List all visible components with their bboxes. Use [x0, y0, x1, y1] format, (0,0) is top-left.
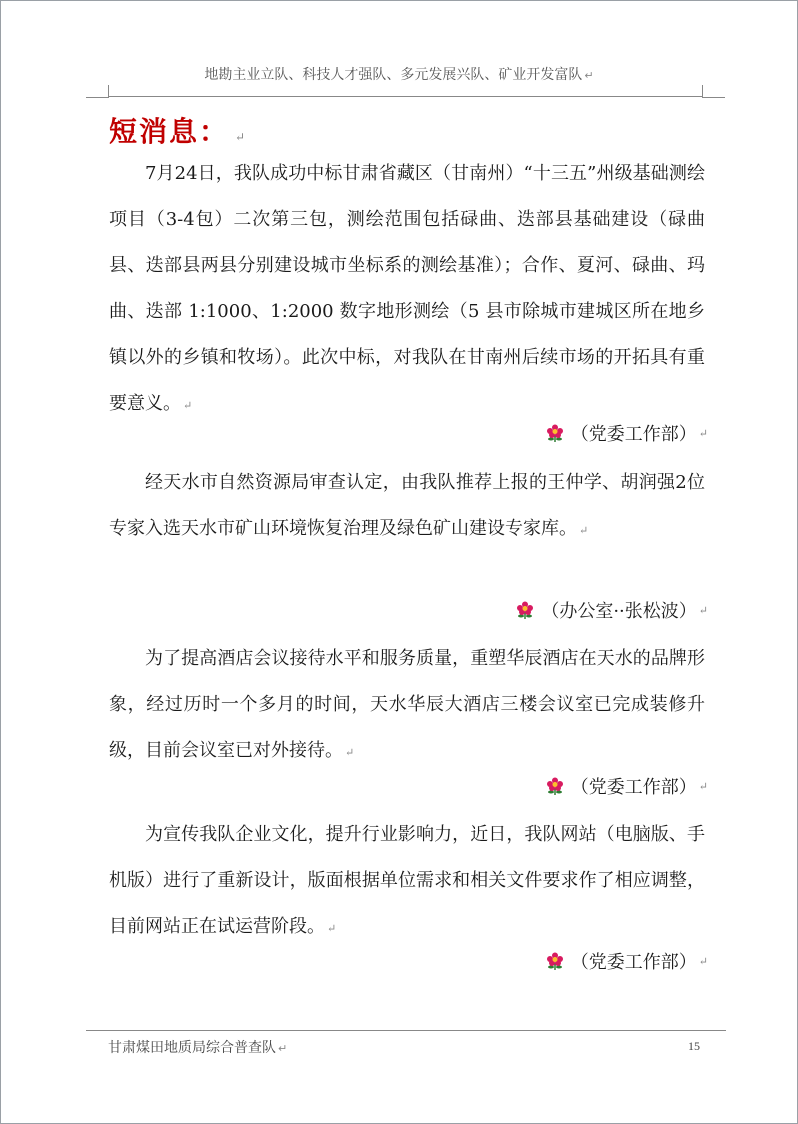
header-corner-left [86, 85, 109, 98]
flower-icon [545, 776, 565, 796]
header-rule [108, 96, 702, 97]
footer-organization: 甘肃煤田地质局综合普查队 ↵ [108, 1040, 288, 1056]
news-paragraph-2: 经天水市自然资源局审查认定，由我队推荐上报的王仲学、胡润强2位专家入选天水市矿山环境恢复治理及绿色矿山建设专家库。 ↵ [109, 472, 705, 539]
flower-icon [515, 600, 535, 620]
news-signature-3: （党委工作部） ↵ [545, 773, 708, 799]
flower-icon [545, 423, 565, 443]
page-number: 15 [688, 1039, 700, 1053]
page-title: 短消息： ↵ [109, 115, 248, 148]
news-paragraph-1: 7月24日，我队成功中标甘肃省藏区（甘南州）“十三五”州级基础测绘项目（3-4包）二次第三包，测绘范围包括碌曲、迭部县基础建设（碌曲县、迭部县两县分别建设城市坐标系的测绘基准）；合作、夏河、碌曲、玛曲、迭部 1:1000、1:2000 数字地形测绘（5 县市除城市建城区所在地乡镇以外的乡镇和牧场）。此次中标，对我队在甘南州后续市场的开拓具有重要意义。 ↵ [109, 163, 705, 414]
news-signature-2: （办公室··张松波） ↵ [515, 597, 708, 623]
news-signature-1: （党委工作部） ↵ [545, 420, 708, 446]
news-paragraph-3: 为了提高酒店会议接待水平和服务质量，重塑华辰酒店在天水的品牌形象，经过历时一个多月的时间，天水华辰大酒店三楼会议室已完成装修升级，目前会议室已对外接待。 ↵ [109, 648, 705, 761]
header-corner-right [702, 85, 725, 98]
footer-rule [86, 1030, 726, 1031]
news-paragraph-4: 为宣传我队企业文化，提升行业影响力，近日，我队网站（电脑版、手机版）进行了重新设计，版面根据单位需求和相关文件要求作了相应调整，目前网站正在试运营阶段。 ↵ [109, 824, 705, 937]
news-signature-4: （党委工作部） ↵ [545, 948, 708, 974]
flower-icon [545, 951, 565, 971]
header-slogan: 地勘主业立队、科技人才强队、多元发展兴队、矿业开发富队 ↵ [204, 67, 594, 83]
